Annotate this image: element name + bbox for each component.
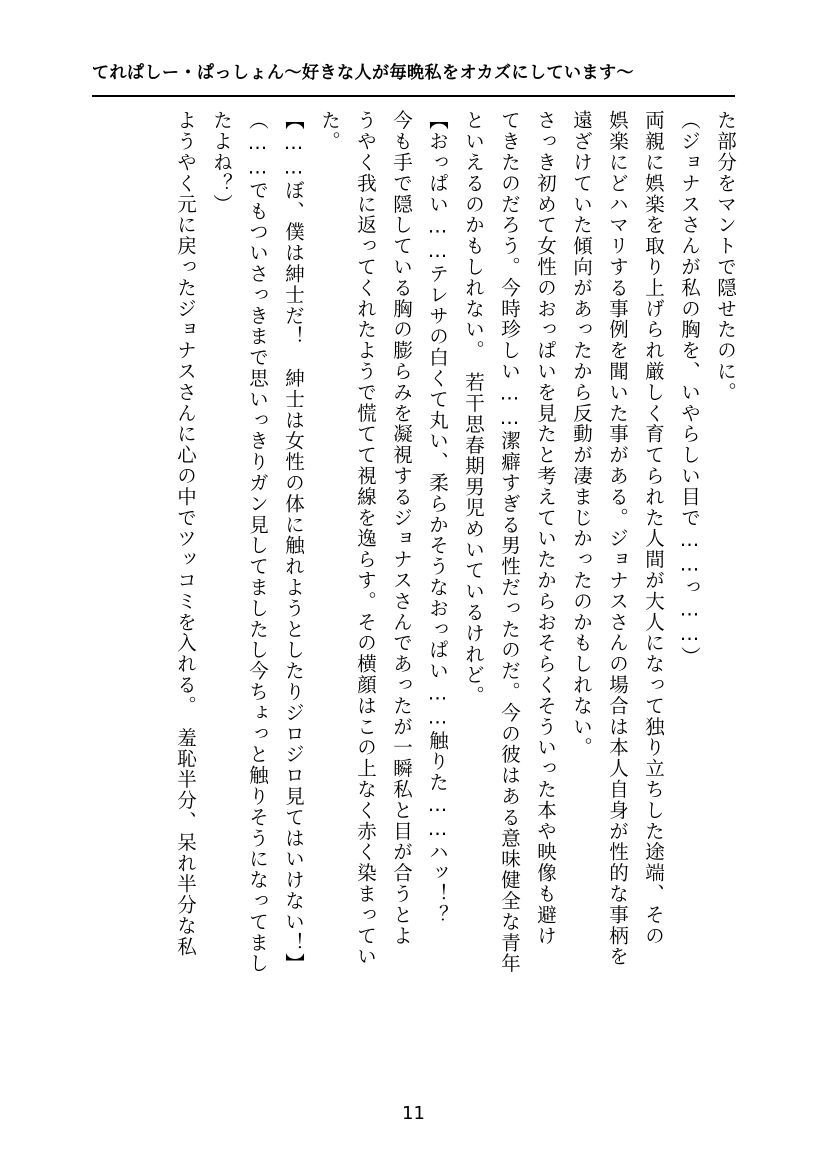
page-header-title: てれぱしー・ぱっしょん〜好きな人が毎晩私をオカズにしています〜 <box>92 63 634 83</box>
text-line: （ジョナスさんが私の胸を、いやらしい目で……っ……） <box>678 110 701 668</box>
text-line: といえるのかもしれない。 若干思春期男児めいているけれど。 <box>462 110 485 707</box>
text-line: 【……ぼ、僕は紳士だ！ 紳士は女性の体に触れようとしたりジロジロ見てはいけない！】 <box>282 110 305 974</box>
body-text-block <box>78 110 743 1080</box>
text-line: （……でもついさっきまで思いっきりガン見してましたし今ちょっと触りそうになってまし <box>246 110 269 974</box>
text-line: さっき初めて女性のおっぱいを見たと考えていたからおそらくそういった本や映像も避け <box>534 110 557 946</box>
text-line: 娯楽にどハマリする事例を聞いた事がある。ジョナスさんの場合は本人自身が性的な事柄を <box>606 110 629 967</box>
text-line: 【おっぱい……テレサの白くて丸い、柔らかそうなおっぱい……触りた……ハッ！？ <box>426 110 449 926</box>
text-line: 両親に娯楽を取り上げられ厳しく育てられた人間が大人になって独り立ちした途端、その <box>642 110 665 946</box>
text-line: ようやく元に戻ったジョナスさんに心の中でツッコミを入れる。 羞恥半分、呆れ半分な私 <box>174 110 197 958</box>
text-line: た。 <box>318 110 341 152</box>
text-line: た部分をマントで隠せたのに。 <box>714 110 737 403</box>
text-line: うやく我に返ってくれたようで慌てて視線を逸らす。その横顔はこの上なく赤く染まってい <box>354 110 377 967</box>
text-line: たよね？） <box>210 110 233 215</box>
page-number: 11 <box>402 1103 425 1124</box>
text-line: 遠ざけていた傾向があったから反動が凄まじかったのかもしれない。 <box>570 110 593 758</box>
text-line: 今も手で隠している胸の膨らみを凝視するジョナスさんであったが一瞬私と目が合うとよ <box>390 110 413 946</box>
text-line: てきたのだろう。今時珍しい……潔癖すぎる男性だったのだ。今の彼はある意味健全な青年 <box>498 110 521 974</box>
header-divider <box>92 95 735 97</box>
